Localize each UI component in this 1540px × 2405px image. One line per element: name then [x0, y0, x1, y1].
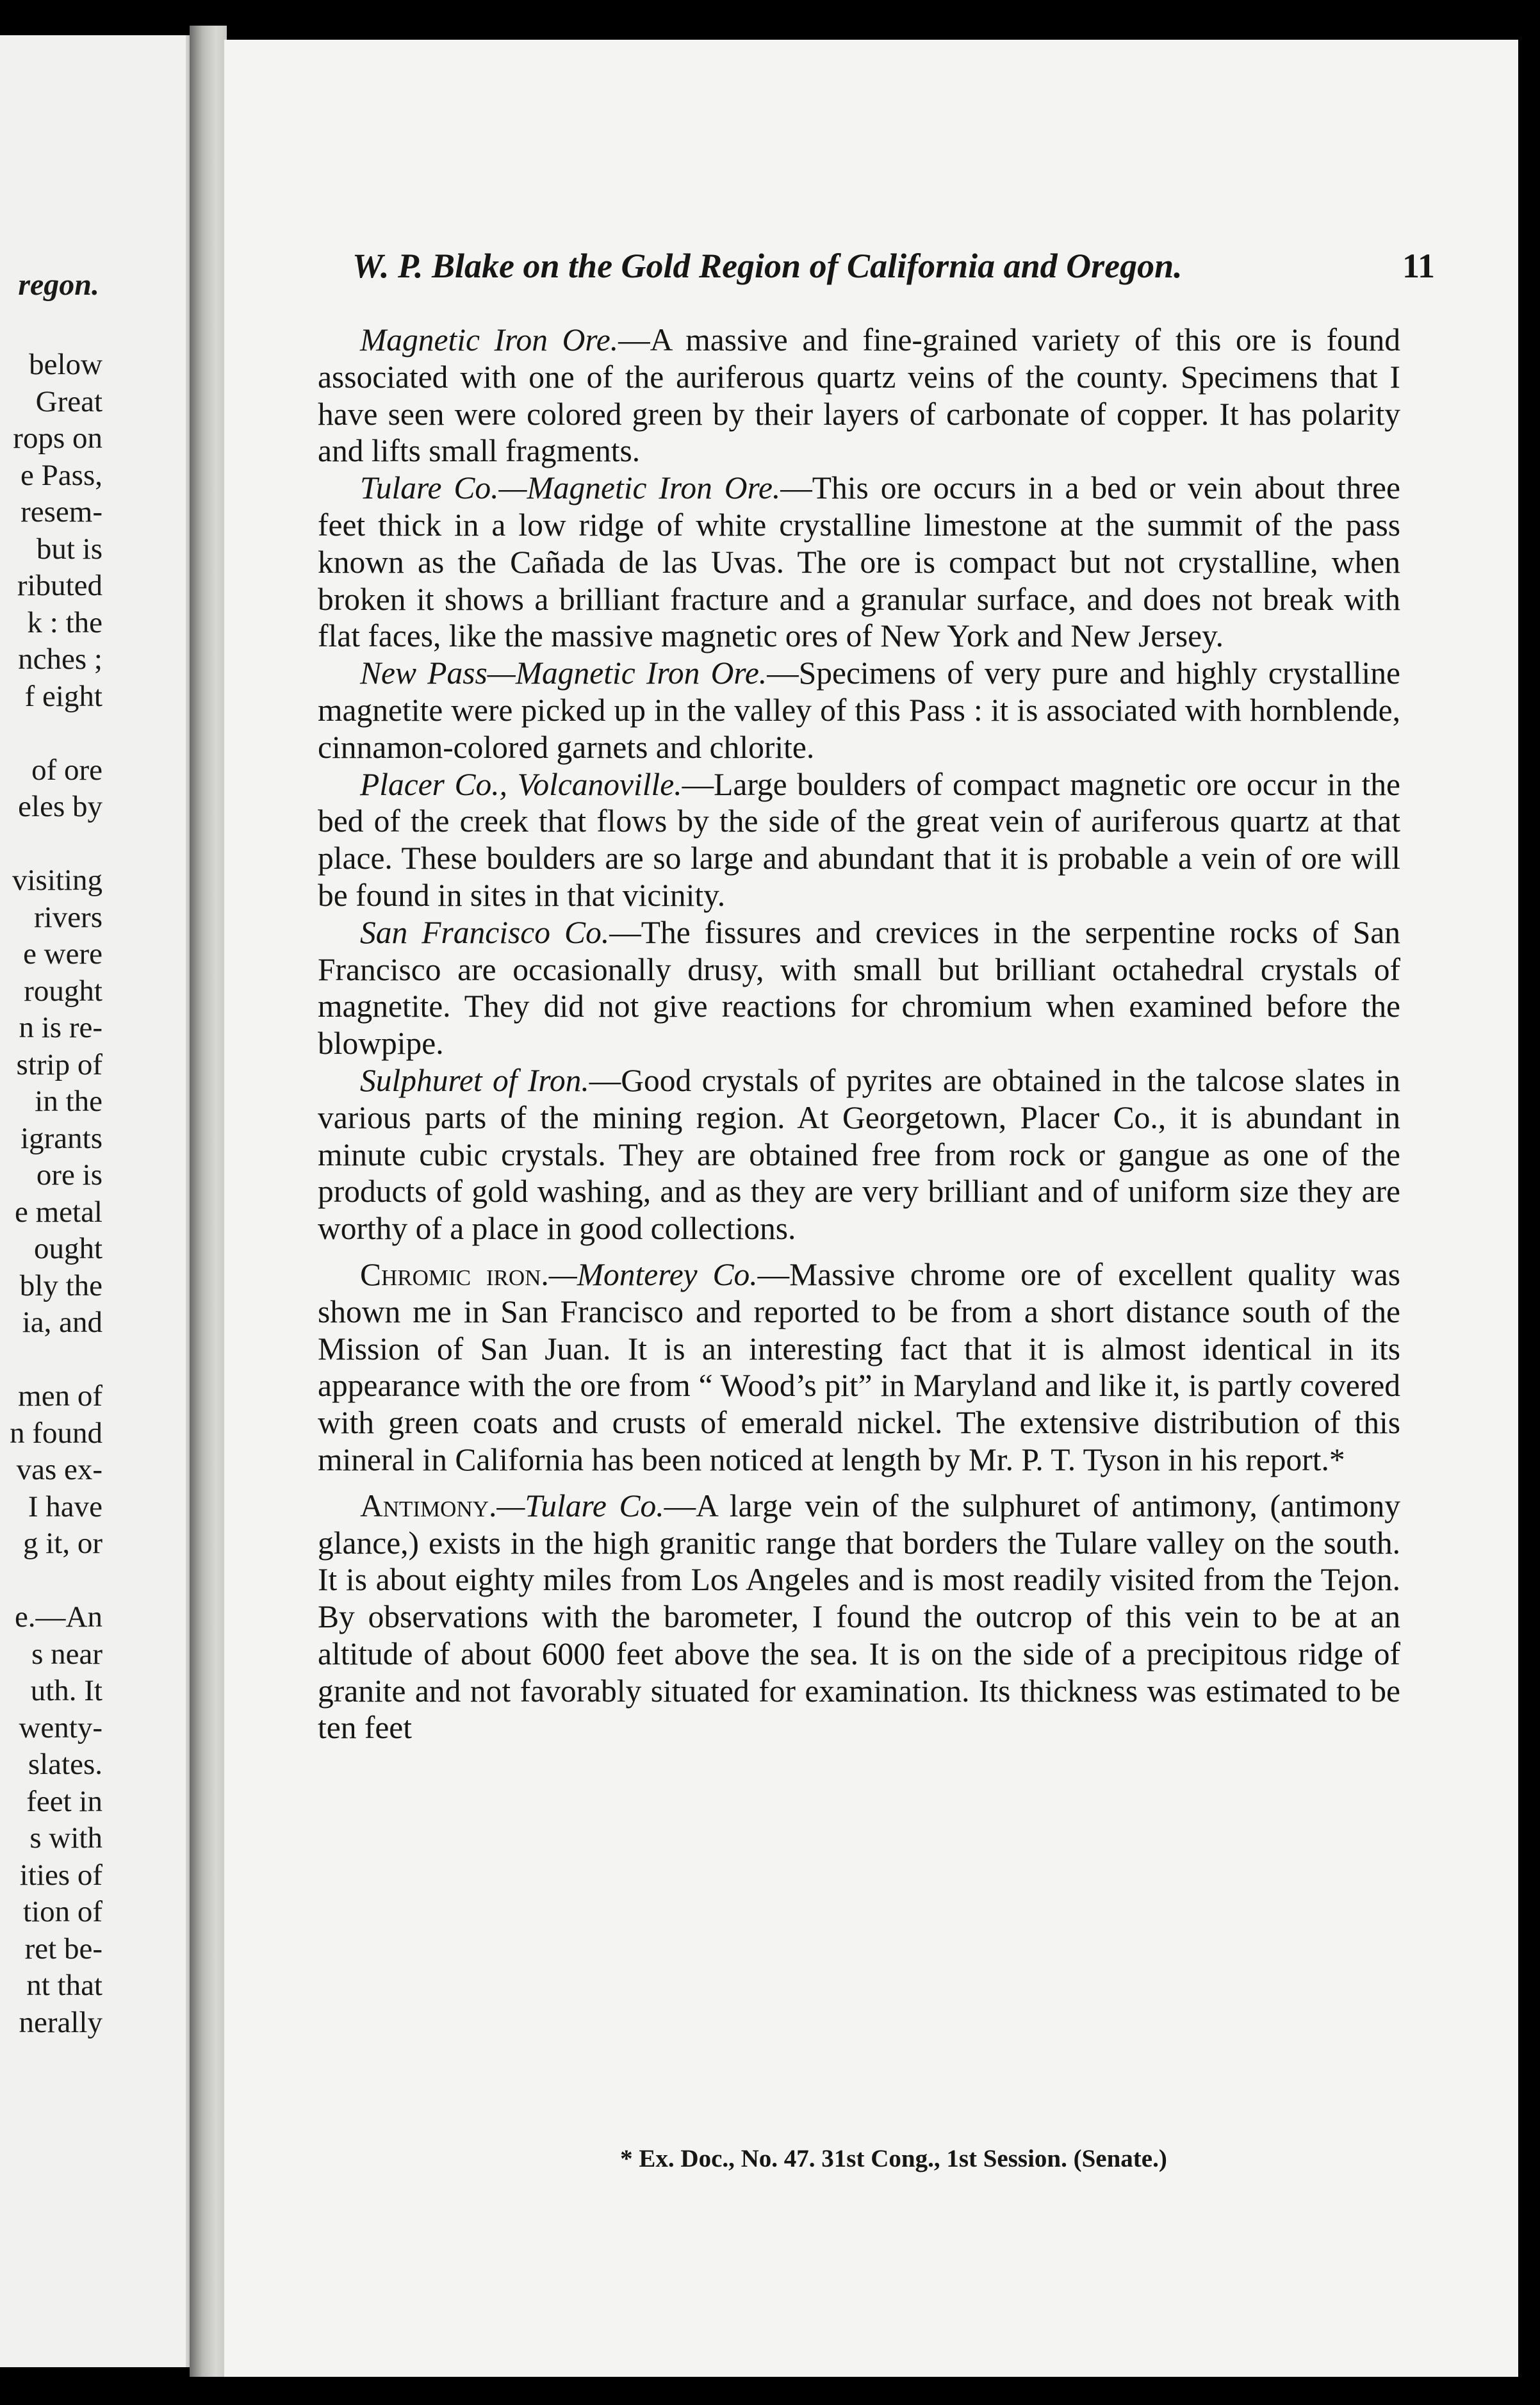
left-page-line: uth. It: [30, 1674, 102, 1707]
paragraph-sulphuret-of-iron: [318, 1062, 1400, 1247]
paragraph-antimony: [318, 1488, 1400, 1747]
left-page-line: s near: [31, 1637, 102, 1671]
left-page-line: e metal: [14, 1195, 102, 1229]
left-page-line: s with: [29, 1821, 102, 1855]
left-page-line: vas ex-: [16, 1453, 102, 1486]
left-page-line: e.—An: [14, 1600, 102, 1634]
left-page-line: slates.: [28, 1748, 102, 1781]
left-page-line: n is re-: [19, 1011, 102, 1044]
left-page-line: f eight: [24, 679, 102, 713]
paragraph-lead: Sulphuret of Iron.: [360, 1062, 589, 1098]
left-page-line: rought: [24, 974, 102, 1008]
left-page-line: rivers: [33, 900, 102, 934]
left-page-line: ore is: [36, 1158, 102, 1192]
running-head: [352, 246, 1435, 286]
left-page-line: g it, or: [22, 1527, 102, 1560]
body-text: [318, 322, 1400, 1746]
left-page-line: bly the: [19, 1268, 102, 1302]
left-page-line: feet in: [26, 1784, 102, 1818]
left-page-line: [10, 715, 102, 752]
footnote: * Ex. Doc., No. 47. 31st Cong., 1st Session. (Senate.): [620, 2145, 1167, 2172]
left-page-line: [10, 1342, 102, 1379]
left-page-line: [10, 1563, 102, 1600]
left-page-line: nt that: [26, 1969, 102, 2002]
paragraph-text: —The fissures and crevices in the serpentine rocks of San Francisco are occasionally drusy, with small but brilliant octahedral crystals of magnetite. They did not give reactions for chromium when examined before the blowpipe.: [318, 914, 1400, 1062]
left-page-line: rops on: [13, 422, 102, 455]
paragraph-san-francisco: [318, 914, 1400, 1062]
left-page-line: of ore: [31, 753, 102, 787]
paragraph-text: —Large boulders of compact magnetic ore occur in the bed of the creek that flows by the side of the great vein of auriferous quartz at that place. These boulders are so large and abundant that it is probable a vein of ore will be found in sites in that vicinity.: [318, 766, 1400, 913]
page-number: 11: [1402, 247, 1435, 285]
paragraph-magnetic-iron-ore: [318, 322, 1400, 470]
left-page-line: men of: [18, 1379, 102, 1413]
paragraph-lead: Magnetic Iron Ore.: [360, 322, 619, 357]
left-page-line: in the: [35, 1085, 102, 1118]
left-page-line: n found: [10, 1416, 102, 1450]
running-head-title: W. P. Blake on the Gold Region of California and Oregon.: [352, 247, 1183, 285]
left-page-line: [10, 826, 102, 863]
paragraph-chromic-iron: [318, 1256, 1400, 1479]
left-page-line: eles by: [18, 790, 102, 823]
left-page-line: ought: [33, 1232, 102, 1265]
left-page-line: ributed: [17, 569, 102, 602]
left-page-line: ities of: [19, 1858, 102, 1892]
left-page-line: but is: [36, 532, 102, 566]
paragraph-placer-volcanoville: [318, 766, 1400, 914]
left-page-line: ia, and: [22, 1306, 102, 1339]
left-page-line: I have: [28, 1490, 102, 1523]
left-facing-page: [0, 35, 195, 2367]
paragraph-lead: —Tulare Co.: [496, 1488, 664, 1523]
left-page-line: e were: [23, 937, 102, 971]
right-page: [224, 40, 1518, 2377]
section-heading: Chromic iron.: [360, 1256, 549, 1292]
paragraph-lead: San Francisco Co.: [360, 914, 610, 950]
left-page-line: k : the: [27, 605, 102, 639]
paragraph-text: —Specimens of very pure and highly crystalline magnetite were picked up in the valley of this Pass : it is associated with hornblende, cinnamon-colored garnets and chlorite.: [318, 655, 1401, 765]
left-page-line: nerally: [19, 2005, 102, 2039]
paragraph-tulare-magnetic-iron-ore: [318, 470, 1400, 655]
paragraph-text: —A large vein of the sulphuret of antimony, (antimony glance,) exists in the high granitic range that borders the Tulare valley on the south. It is about eighty miles from Los Angeles and is most readily visited from the Tejon. By observations with the barometer, I found the outcrop of this vein to be at an altitude of about 6000 feet above the sea. It is on the side of a precipitous ridge of granite and not favorably situated for examination. Its thickness was estimated to be ten feet: [318, 1488, 1400, 1746]
left-page-text-fragments: [10, 347, 102, 2041]
left-page-line: tion of: [22, 1895, 102, 1928]
paragraph-text: —This ore occurs in a bed or vein about three feet thick in a low ridge of white crystalline limestone at the summit of the pass known as the Cañada de las Uvas. The ore is compact but not crystalline, when broken it shows a brilliant fracture and a granular surface, and does not break with flat faces, like the massive magnetic ores of New York and New Jersey.: [318, 470, 1400, 654]
left-page-line: resem-: [20, 495, 102, 529]
paragraph-text: —Massive chrome ore of excellent quality was shown me in San Francisco and reported to be from a short distance south of the Mission of San Juan. It is an interesting fact that it is almost identical in its appearance with the ore from “ Wood’s pit” in Maryland and like it, is partly covered with green coats and crusts of emerald nickel. The extensive distribution of this mineral in California has been noticed at length by Mr. P. T. Tyson in his report.*: [318, 1256, 1401, 1477]
left-page-line: Great: [35, 384, 102, 418]
paragraph-lead: —Monterey Co.: [548, 1256, 758, 1292]
left-page-line: wenty-: [19, 1711, 102, 1744]
paragraph-new-pass: [318, 655, 1400, 766]
left-page-line: below: [29, 348, 102, 381]
paragraph-text: —A massive and fine-grained variety of this ore is found associated with one of the auriferous quartz veins of the county. Specimens that I have seen were colored green by their layers of carbonate of copper. It has polarity and lifts small fragments.: [318, 322, 1400, 469]
left-page-line: igrants: [20, 1121, 102, 1155]
left-page-line: visiting: [12, 864, 102, 897]
left-page-line: strip of: [16, 1047, 102, 1081]
paragraph-text: —Good crystals of pyrites are obtained in the talcose slates in various parts of the mining region. At Georgetown, Placer Co., it is abundant in minute cubic crystals. They are obtained free from rock or gangue as one of the products of gold washing, and as they are very brilliant and of uniform size they are worthy of a place in good collections.: [318, 1062, 1400, 1247]
left-page-line: e Pass,: [20, 458, 102, 492]
book-binding-shadow: [190, 26, 227, 2377]
paragraph-lead: Tulare Co.—Magnetic Iron Ore.: [360, 470, 781, 506]
paragraph-lead: New Pass—Magnetic Iron Ore.: [360, 655, 767, 691]
left-page-line: nches ;: [18, 643, 102, 676]
left-page-header-fragment: regon.: [18, 268, 99, 302]
left-page-line: ret be-: [24, 1932, 102, 1966]
section-heading: Antimony.: [360, 1488, 497, 1523]
paragraph-lead: Placer Co., Volcanoville.: [360, 766, 682, 802]
